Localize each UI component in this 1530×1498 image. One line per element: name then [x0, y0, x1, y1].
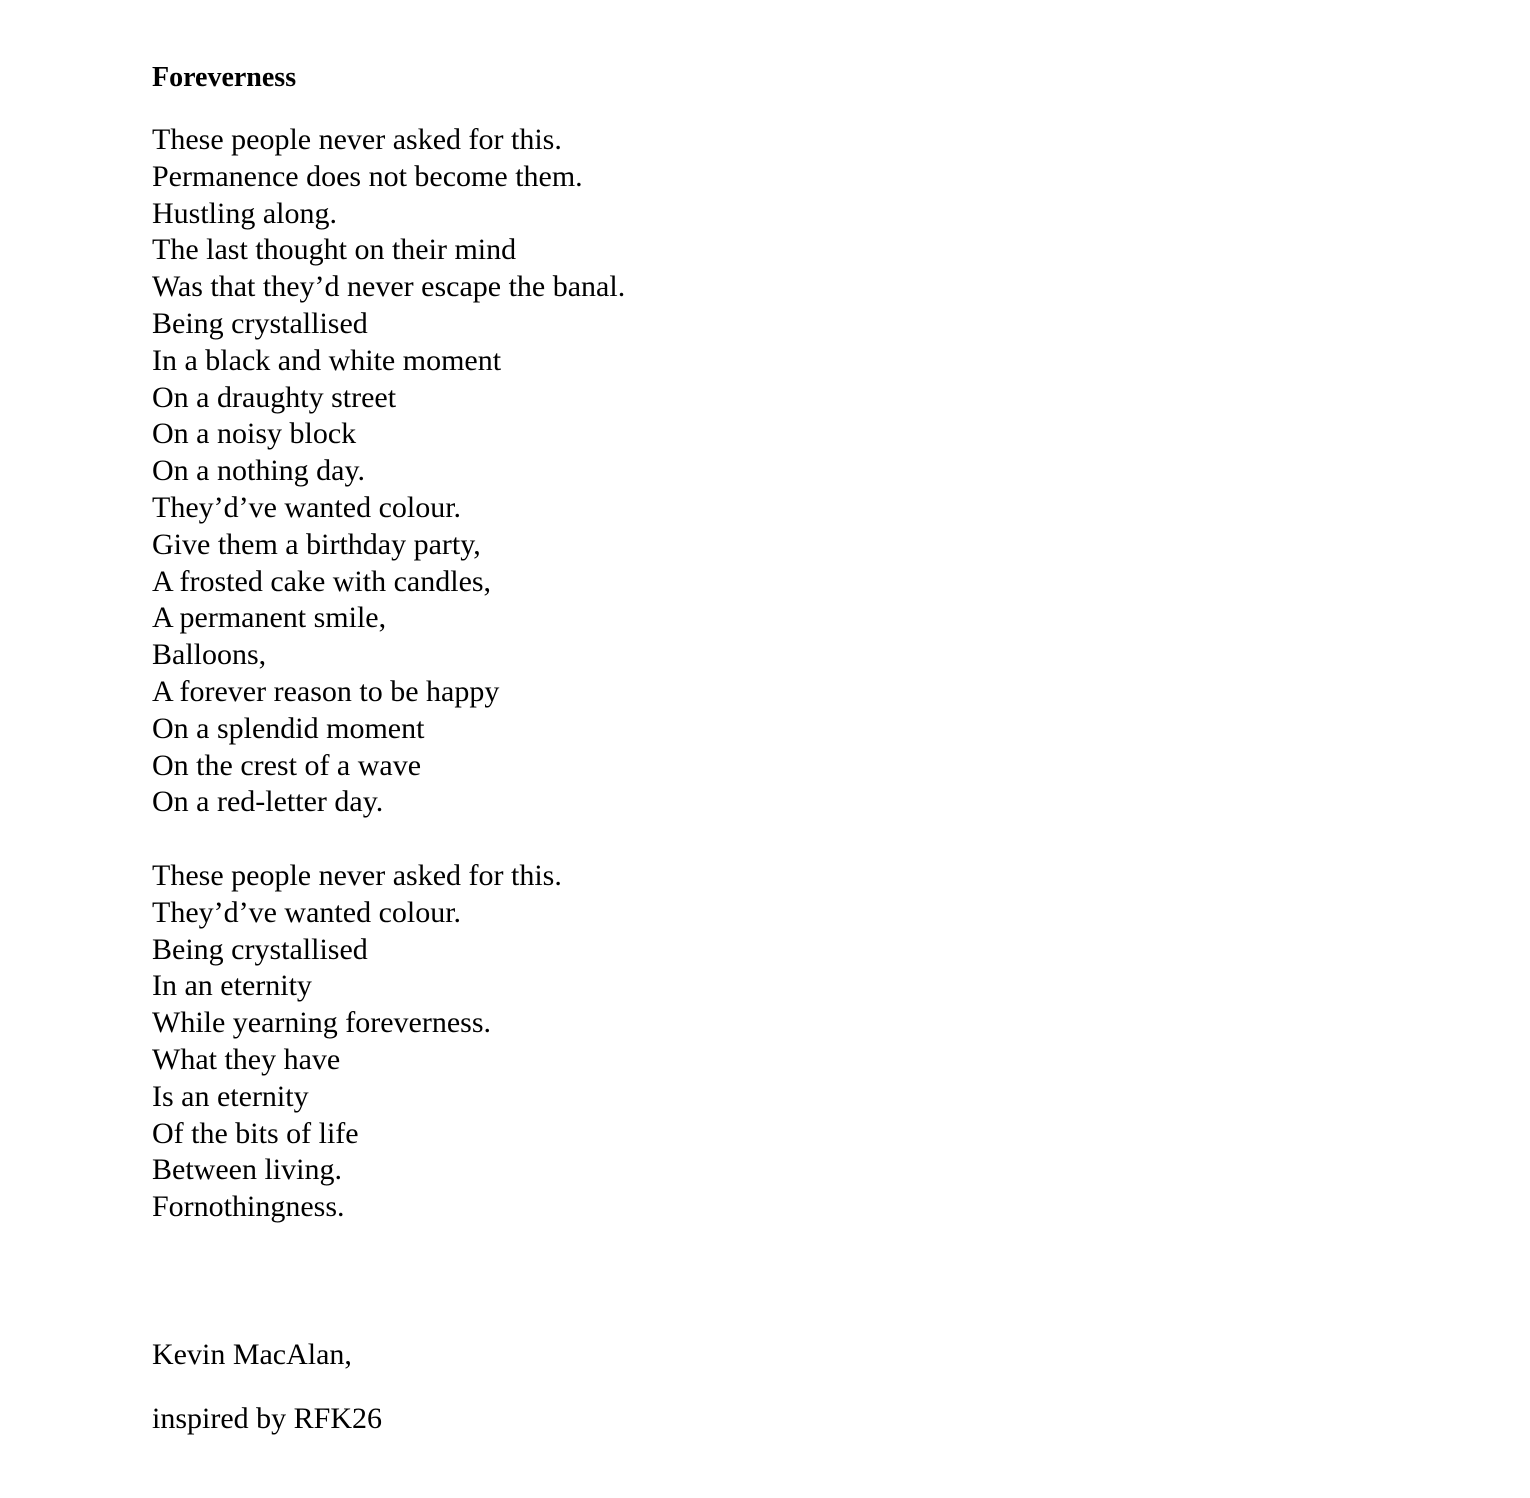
- poem-line: What they have: [152, 1042, 341, 1076]
- poem-line: On a red-letter day.: [152, 785, 384, 819]
- poem-line: These people never asked for this.: [152, 123, 562, 156]
- poem-line: On a noisy block: [152, 417, 357, 451]
- poem-line: While yearning foreverness.: [152, 1006, 492, 1040]
- poem-line: Hustling along.: [152, 196, 337, 230]
- poem-line: In a black and white moment: [152, 343, 502, 377]
- poem-title: Foreverness: [152, 62, 297, 93]
- poem-line: Permanence does not become them.: [152, 159, 583, 193]
- poem-line: Fornothingness.: [152, 1190, 345, 1224]
- poem-line: On a nothing day.: [152, 454, 366, 488]
- inspiration-credit: inspired by RFK26: [152, 1402, 383, 1435]
- poem-line: Between living.: [152, 1153, 342, 1187]
- stanza-2: [152, 858, 562, 1226]
- poem-line: On the crest of a wave: [152, 748, 422, 782]
- poem-line: A frosted cake with candles,: [152, 564, 492, 598]
- poem-line: Being crystallised: [152, 306, 368, 340]
- poem-line: They’d’ve wanted colour.: [152, 490, 462, 524]
- poem-line: They’d’ve wanted colour.: [152, 895, 462, 929]
- poem-line: Is an eternity: [152, 1079, 309, 1113]
- poem-line: These people never asked for this.: [152, 859, 562, 892]
- poem-line: Of the bits of life: [152, 1116, 359, 1150]
- poem-line: A permanent smile,: [152, 601, 387, 635]
- poem-line: A forever reason to be happy: [152, 674, 500, 708]
- poem-line: The last thought on their mind: [152, 233, 517, 267]
- poem-line: In an eternity: [152, 969, 312, 1003]
- poem-line: Being crystallised: [152, 932, 368, 966]
- poem-line: Balloons,: [152, 638, 267, 672]
- poem-line: On a splendid moment: [152, 711, 425, 745]
- author-name: Kevin MacAlan,: [152, 1338, 352, 1371]
- poem-line: On a draughty street: [152, 380, 397, 414]
- poem-line: Was that they’d never escape the banal.: [152, 270, 626, 304]
- poem-line: Give them a birthday party,: [152, 527, 481, 561]
- stanza-1: [152, 122, 625, 821]
